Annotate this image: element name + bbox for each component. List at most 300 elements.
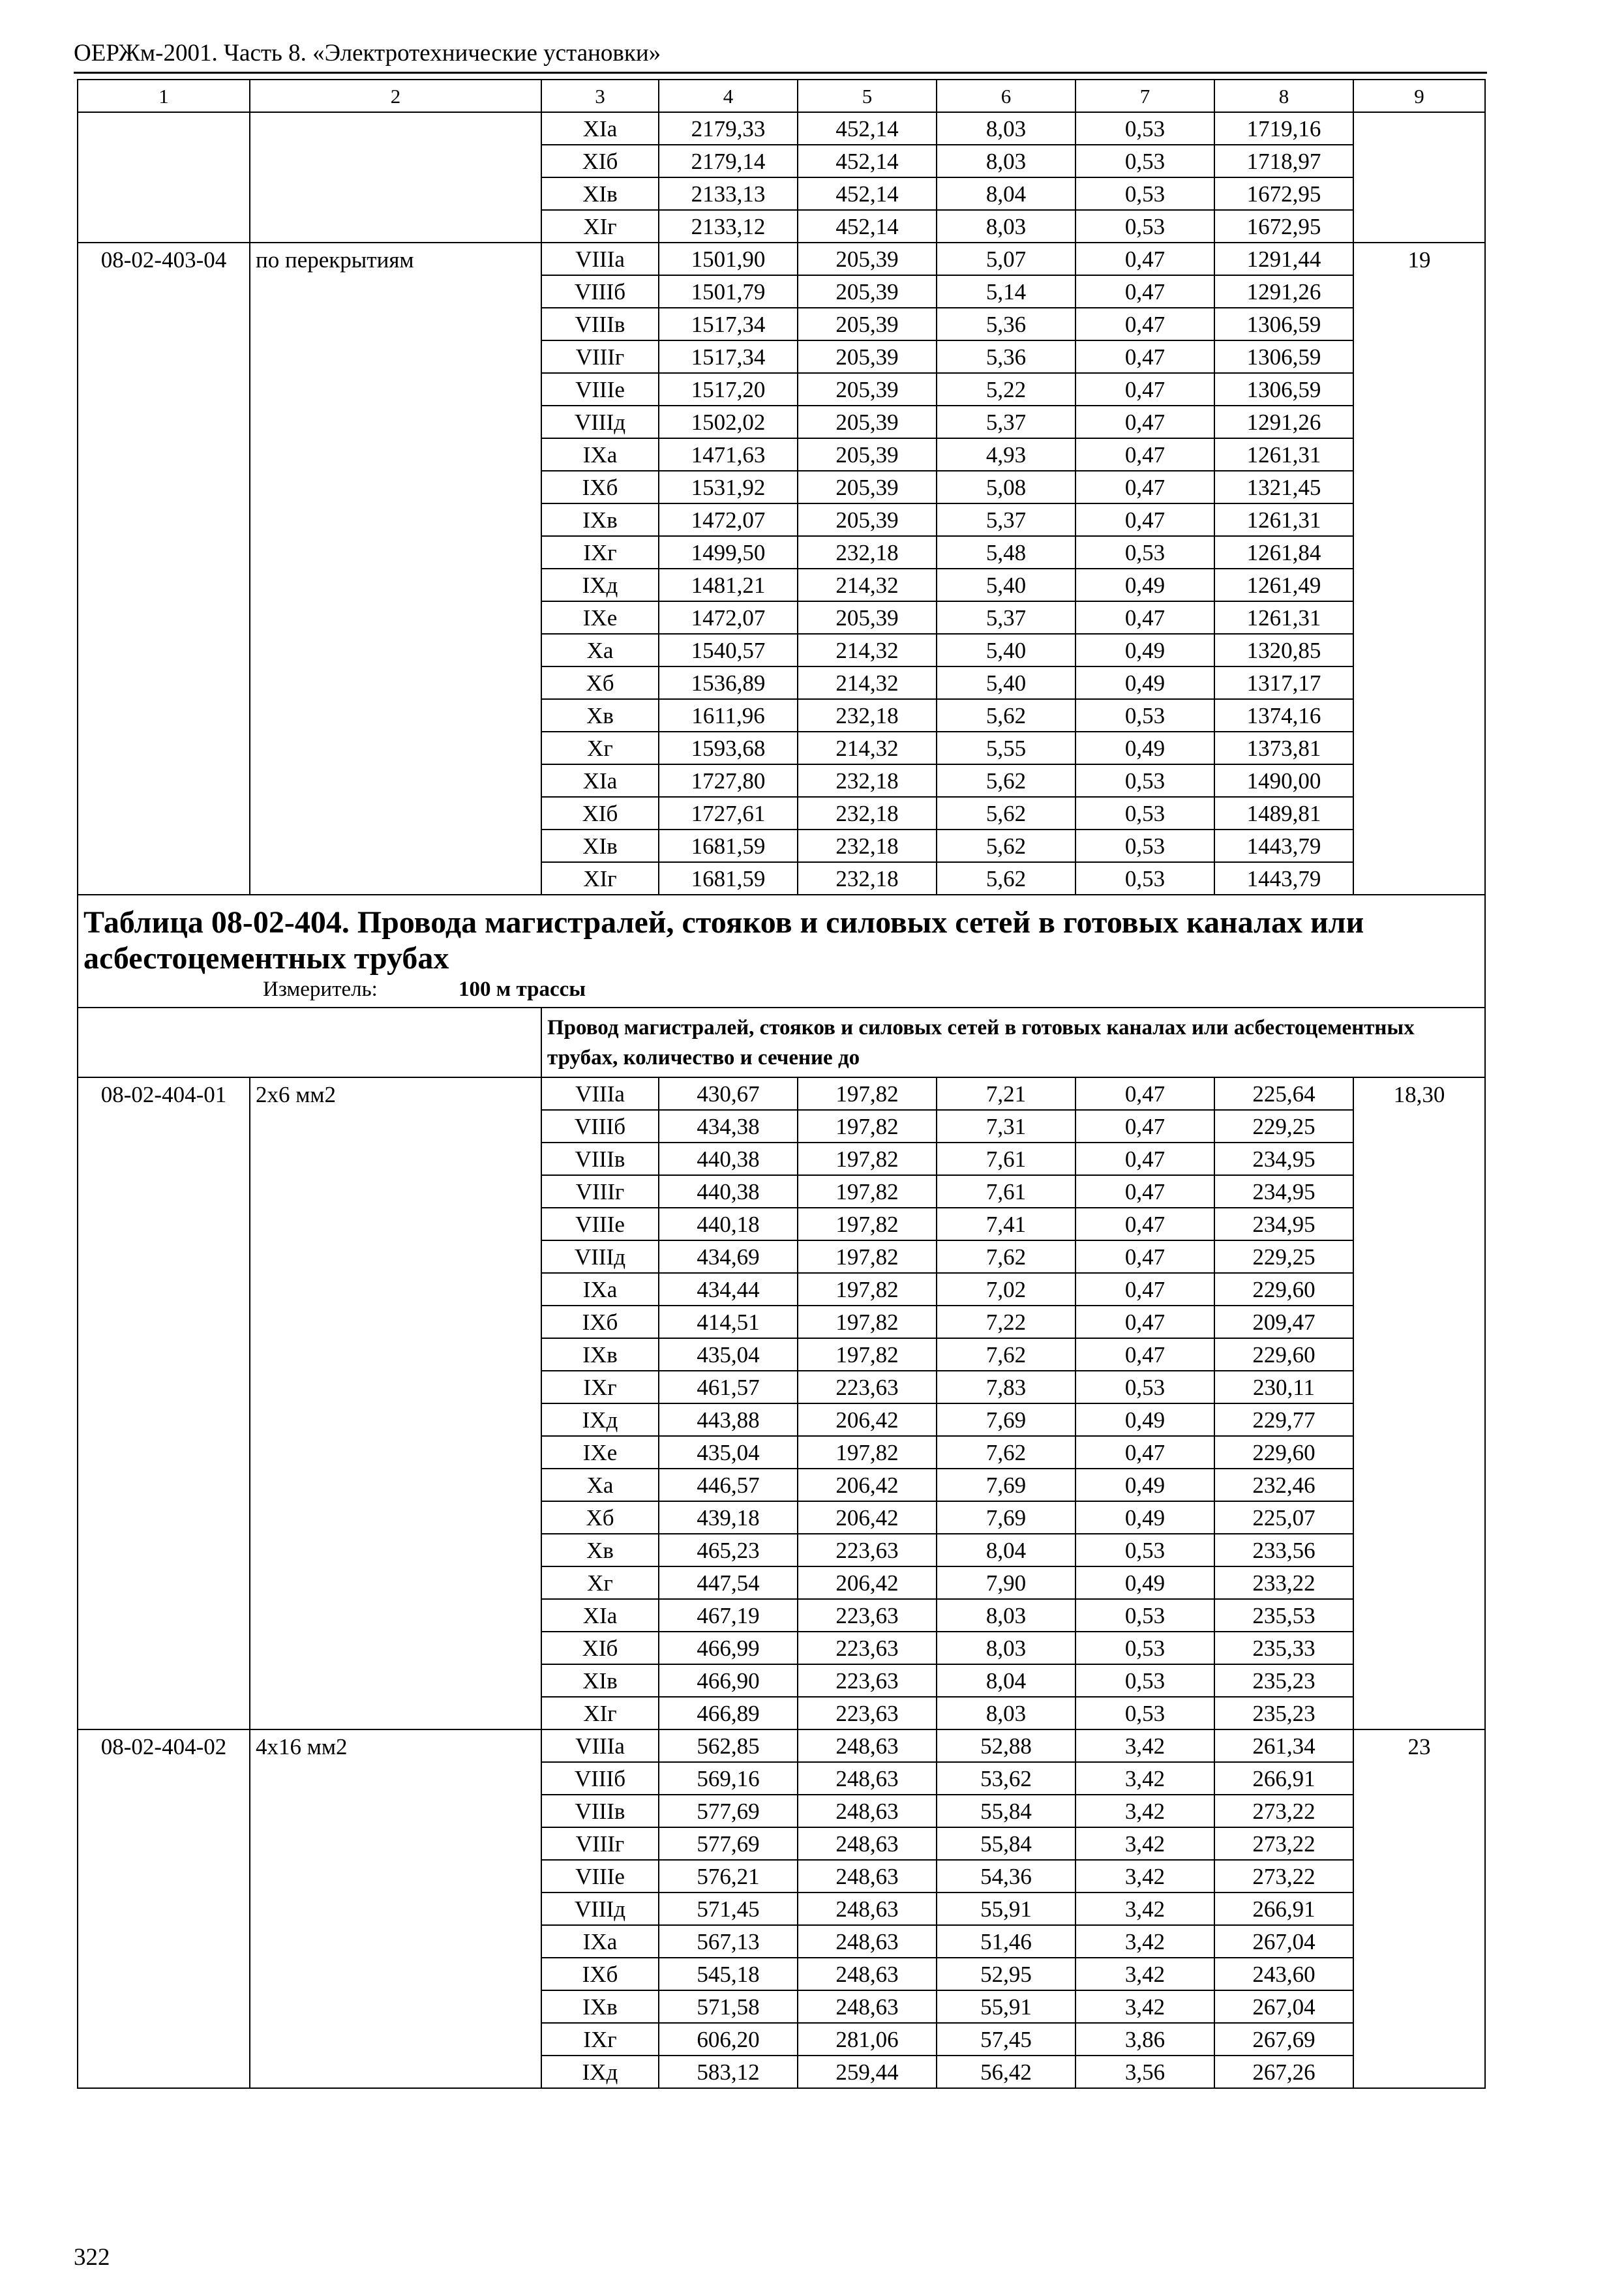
value-cell: 571,45	[659, 1893, 798, 1925]
value-cell: 1672,95	[1214, 177, 1353, 210]
column-number: 1	[78, 80, 250, 112]
value-cell: 209,47	[1214, 1306, 1353, 1338]
value-cell: 3,56	[1075, 2056, 1214, 2088]
value-cell: 229,25	[1214, 1110, 1353, 1143]
value-cell: 0,49	[1075, 732, 1214, 764]
value-cell: 1672,95	[1214, 210, 1353, 243]
value-cell: 1489,81	[1214, 797, 1353, 830]
zone-cell: Xв	[541, 699, 659, 732]
value-cell: 5,22	[937, 373, 1075, 406]
header-rule	[74, 72, 1487, 74]
zone-cell: XIа	[541, 112, 659, 145]
value-cell: 0,53	[1075, 210, 1214, 243]
value-cell: 569,16	[659, 1762, 798, 1795]
value-cell: 235,53	[1214, 1599, 1353, 1632]
value-cell: 1320,85	[1214, 634, 1353, 666]
value-cell: 1317,17	[1214, 666, 1353, 699]
table-row	[78, 1077, 1485, 1110]
zone-cell: Xа	[541, 634, 659, 666]
value-cell: 0,47	[1075, 275, 1214, 308]
zone-cell: XIа	[541, 764, 659, 797]
value-cell: 214,32	[798, 569, 937, 601]
column-number: 9	[1353, 80, 1485, 112]
value-cell: 434,38	[659, 1110, 798, 1143]
value-cell: 281,06	[798, 2023, 937, 2056]
value-cell: 452,14	[798, 177, 937, 210]
value-cell: 214,32	[798, 732, 937, 764]
value-cell: 7,02	[937, 1273, 1075, 1306]
value-cell: 0,53	[1075, 1599, 1214, 1632]
value-cell: 1472,07	[659, 601, 798, 634]
value-cell: 1681,59	[659, 862, 798, 895]
value-cell: 1536,89	[659, 666, 798, 699]
value-cell: 576,21	[659, 1860, 798, 1893]
value-cell: 197,82	[798, 1110, 937, 1143]
value-cell: 267,04	[1214, 1990, 1353, 2023]
value-cell: 0,47	[1075, 471, 1214, 503]
price-table	[77, 79, 1486, 2089]
value-cell: 5,14	[937, 275, 1075, 308]
value-cell: 230,11	[1214, 1371, 1353, 1403]
value-cell: 5,48	[937, 536, 1075, 569]
value-cell: 7,31	[937, 1110, 1075, 1143]
col9-cell: 18,30	[1353, 1077, 1485, 1729]
value-cell: 52,95	[937, 1958, 1075, 1990]
value-cell: 0,53	[1075, 764, 1214, 797]
value-cell: 567,13	[659, 1925, 798, 1958]
zone-cell: IXа	[541, 1925, 659, 1958]
value-cell: 452,14	[798, 145, 937, 177]
zone-cell: Xа	[541, 1469, 659, 1501]
column-number: 6	[937, 80, 1075, 112]
zone-cell: XIа	[541, 1599, 659, 1632]
value-cell: 266,91	[1214, 1893, 1353, 1925]
zone-cell: VIIIе	[541, 373, 659, 406]
measure-value: 100 м трассы	[459, 978, 586, 1002]
value-cell: 7,21	[937, 1077, 1075, 1110]
zone-cell: VIIIв	[541, 308, 659, 340]
value-cell: 3,42	[1075, 1925, 1214, 1958]
value-cell: 466,99	[659, 1632, 798, 1664]
value-cell: 55,91	[937, 1990, 1075, 2023]
value-cell: 7,41	[937, 1208, 1075, 1240]
value-cell: 53,62	[937, 1762, 1075, 1795]
page-header-title: ОЕРЖм-2001. Часть 8. «Электротехнические установки»	[74, 40, 661, 67]
empty-cell	[78, 1008, 541, 1077]
zone-cell: IXе	[541, 601, 659, 634]
value-cell: 5,62	[937, 830, 1075, 862]
value-cell: 7,69	[937, 1469, 1075, 1501]
value-cell: 267,26	[1214, 2056, 1353, 2088]
value-cell: 5,62	[937, 797, 1075, 830]
value-cell: 206,42	[798, 1469, 937, 1501]
zone-cell: Xг	[541, 1566, 659, 1599]
value-cell: 0,49	[1075, 634, 1214, 666]
value-cell: 571,58	[659, 1990, 798, 2023]
value-cell: 0,47	[1075, 1077, 1214, 1110]
value-cell: 205,39	[798, 471, 937, 503]
value-cell: 235,23	[1214, 1664, 1353, 1697]
value-cell: 206,42	[798, 1501, 937, 1534]
value-cell: 1261,84	[1214, 536, 1353, 569]
section-caption	[78, 895, 1485, 1008]
value-cell: 8,03	[937, 1632, 1075, 1664]
value-cell: 1501,79	[659, 275, 798, 308]
value-cell: 248,63	[798, 1762, 937, 1795]
value-cell: 1472,07	[659, 503, 798, 536]
value-cell: 7,22	[937, 1306, 1075, 1338]
value-cell: 223,63	[798, 1697, 937, 1729]
column-number: 4	[659, 80, 798, 112]
value-cell: 229,77	[1214, 1403, 1353, 1436]
value-cell: 414,51	[659, 1306, 798, 1338]
value-cell: 234,95	[1214, 1208, 1353, 1240]
value-cell: 5,40	[937, 569, 1075, 601]
table-row	[78, 112, 1485, 145]
rate-code-cell	[78, 112, 250, 243]
value-cell: 0,49	[1075, 569, 1214, 601]
value-cell: 197,82	[798, 1077, 937, 1110]
value-cell: 7,61	[937, 1175, 1075, 1208]
value-cell: 55,84	[937, 1827, 1075, 1860]
value-cell: 1306,59	[1214, 373, 1353, 406]
value-cell: 0,47	[1075, 438, 1214, 471]
value-cell: 0,53	[1075, 1534, 1214, 1566]
value-cell: 5,08	[937, 471, 1075, 503]
col9-cell	[1353, 112, 1485, 243]
value-cell: 0,49	[1075, 1469, 1214, 1501]
zone-cell: IXа	[541, 438, 659, 471]
value-cell: 273,22	[1214, 1795, 1353, 1827]
value-cell: 5,37	[937, 601, 1075, 634]
value-cell: 5,62	[937, 862, 1075, 895]
value-cell: 7,62	[937, 1240, 1075, 1273]
section-subtitle-row	[78, 1008, 1485, 1077]
zone-cell: IXг	[541, 2023, 659, 2056]
value-cell: 197,82	[798, 1306, 937, 1338]
value-cell: 1291,26	[1214, 275, 1353, 308]
zone-cell: VIIIв	[541, 1143, 659, 1175]
value-cell: 577,69	[659, 1827, 798, 1860]
value-cell: 440,38	[659, 1143, 798, 1175]
value-cell: 197,82	[798, 1208, 937, 1240]
rate-code-cell: 08-02-404-01	[78, 1077, 250, 1729]
value-cell: 197,82	[798, 1338, 937, 1371]
zone-cell: VIIIб	[541, 1762, 659, 1795]
value-cell: 8,03	[937, 1599, 1075, 1632]
zone-cell: XIг	[541, 862, 659, 895]
value-cell: 206,42	[798, 1566, 937, 1599]
value-cell: 1502,02	[659, 406, 798, 438]
value-cell: 8,04	[937, 1664, 1075, 1697]
value-cell: 3,42	[1075, 1990, 1214, 2023]
value-cell: 223,63	[798, 1664, 937, 1697]
value-cell: 232,18	[798, 830, 937, 862]
value-cell: 7,69	[937, 1403, 1075, 1436]
value-cell: 267,69	[1214, 2023, 1353, 2056]
value-cell: 0,53	[1075, 797, 1214, 830]
value-cell: 1471,63	[659, 438, 798, 471]
rate-name-cell: 2х6 мм2	[250, 1077, 541, 1729]
value-cell: 225,07	[1214, 1501, 1353, 1534]
value-cell: 235,33	[1214, 1632, 1353, 1664]
rate-name-cell: 4х16 мм2	[250, 1729, 541, 2088]
zone-cell: VIIIб	[541, 275, 659, 308]
value-cell: 234,95	[1214, 1143, 1353, 1175]
value-cell: 1374,16	[1214, 699, 1353, 732]
value-cell: 206,42	[798, 1403, 937, 1436]
value-cell: 229,60	[1214, 1273, 1353, 1306]
col9-cell: 19	[1353, 243, 1485, 895]
value-cell: 248,63	[798, 1860, 937, 1893]
value-cell: 1499,50	[659, 536, 798, 569]
value-cell: 232,18	[798, 797, 937, 830]
value-cell: 2179,33	[659, 112, 798, 145]
value-cell: 1501,90	[659, 243, 798, 275]
value-cell: 55,91	[937, 1893, 1075, 1925]
zone-cell: XIб	[541, 797, 659, 830]
zone-cell: VIIIд	[541, 1893, 659, 1925]
value-cell: 1490,00	[1214, 764, 1353, 797]
value-cell: 266,91	[1214, 1762, 1353, 1795]
value-cell: 8,03	[937, 210, 1075, 243]
value-cell: 273,22	[1214, 1860, 1353, 1893]
value-cell: 205,39	[798, 308, 937, 340]
value-cell: 0,47	[1075, 1143, 1214, 1175]
value-cell: 3,86	[1075, 2023, 1214, 2056]
value-cell: 0,47	[1075, 1306, 1214, 1338]
value-cell: 233,22	[1214, 1566, 1353, 1599]
zone-cell: XIв	[541, 830, 659, 862]
value-cell: 197,82	[798, 1240, 937, 1273]
value-cell: 1261,31	[1214, 438, 1353, 471]
value-cell: 248,63	[798, 1795, 937, 1827]
value-cell: 5,07	[937, 243, 1075, 275]
value-cell: 232,18	[798, 536, 937, 569]
value-cell: 1291,26	[1214, 406, 1353, 438]
value-cell: 440,18	[659, 1208, 798, 1240]
value-cell: 225,64	[1214, 1077, 1353, 1110]
value-cell: 248,63	[798, 1990, 937, 2023]
column-number: 8	[1214, 80, 1353, 112]
value-cell: 0,47	[1075, 1273, 1214, 1306]
value-cell: 232,18	[798, 764, 937, 797]
value-cell: 8,03	[937, 145, 1075, 177]
value-cell: 233,56	[1214, 1534, 1353, 1566]
value-cell: 1261,49	[1214, 569, 1353, 601]
value-cell: 1531,92	[659, 471, 798, 503]
value-cell: 1291,44	[1214, 243, 1353, 275]
value-cell: 7,83	[937, 1371, 1075, 1403]
value-cell: 1540,57	[659, 634, 798, 666]
zone-cell: IXг	[541, 536, 659, 569]
value-cell: 0,53	[1075, 699, 1214, 732]
value-cell: 214,32	[798, 634, 937, 666]
value-cell: 0,53	[1075, 862, 1214, 895]
zone-cell: VIIIг	[541, 1175, 659, 1208]
value-cell: 5,55	[937, 732, 1075, 764]
value-cell: 232,46	[1214, 1469, 1353, 1501]
zone-cell: XIв	[541, 1664, 659, 1697]
zone-cell: VIIIа	[541, 1729, 659, 1762]
zone-cell: Xб	[541, 1501, 659, 1534]
value-cell: 2133,13	[659, 177, 798, 210]
value-cell: 461,57	[659, 1371, 798, 1403]
value-cell: 1593,68	[659, 732, 798, 764]
value-cell: 0,47	[1075, 601, 1214, 634]
value-cell: 0,47	[1075, 373, 1214, 406]
value-cell: 467,19	[659, 1599, 798, 1632]
value-cell: 3,42	[1075, 1795, 1214, 1827]
value-cell: 8,04	[937, 1534, 1075, 1566]
section-title: Таблица 08-02-404. Провода магистралей, стояков и силовых сетей в готовых каналах или асбестоцементных трубах	[83, 905, 1364, 976]
value-cell: 8,03	[937, 1697, 1075, 1729]
zone-cell: VIIIд	[541, 1240, 659, 1273]
value-cell: 234,95	[1214, 1175, 1353, 1208]
value-cell: 1443,79	[1214, 862, 1353, 895]
table-row	[78, 1729, 1485, 1762]
column-number: 5	[798, 80, 937, 112]
value-cell: 1481,21	[659, 569, 798, 601]
zone-cell: IXв	[541, 1990, 659, 2023]
value-cell: 466,89	[659, 1697, 798, 1729]
value-cell: 0,53	[1075, 1664, 1214, 1697]
value-cell: 1373,81	[1214, 732, 1353, 764]
measure-label: Измеритель:	[263, 978, 378, 1002]
value-cell: 56,42	[937, 2056, 1075, 2088]
value-cell: 466,90	[659, 1664, 798, 1697]
value-cell: 223,63	[798, 1632, 937, 1664]
value-cell: 0,47	[1075, 308, 1214, 340]
value-cell: 0,47	[1075, 1436, 1214, 1469]
value-cell: 0,47	[1075, 243, 1214, 275]
zone-cell: IXд	[541, 2056, 659, 2088]
column-number: 3	[541, 80, 659, 112]
value-cell: 8,03	[937, 112, 1075, 145]
value-cell: 1517,20	[659, 373, 798, 406]
value-cell: 0,53	[1075, 177, 1214, 210]
value-cell: 229,25	[1214, 1240, 1353, 1273]
value-cell: 1261,31	[1214, 503, 1353, 536]
value-cell: 3,42	[1075, 1958, 1214, 1990]
value-cell: 232,18	[798, 699, 937, 732]
value-cell: 55,84	[937, 1795, 1075, 1827]
value-cell: 4,93	[937, 438, 1075, 471]
value-cell: 3,42	[1075, 1893, 1214, 1925]
value-cell: 452,14	[798, 210, 937, 243]
zone-cell: IXв	[541, 1338, 659, 1371]
value-cell: 51,46	[937, 1925, 1075, 1958]
value-cell: 0,47	[1075, 406, 1214, 438]
zone-cell: VIIIб	[541, 1110, 659, 1143]
zone-cell: Xв	[541, 1534, 659, 1566]
value-cell: 435,04	[659, 1338, 798, 1371]
value-cell: 1681,59	[659, 830, 798, 862]
value-cell: 1321,45	[1214, 471, 1353, 503]
value-cell: 0,47	[1075, 1110, 1214, 1143]
value-cell: 205,39	[798, 438, 937, 471]
section-caption-row	[78, 895, 1485, 1008]
value-cell: 205,39	[798, 406, 937, 438]
value-cell: 1261,31	[1214, 601, 1353, 634]
zone-cell: IXб	[541, 1958, 659, 1990]
value-cell: 57,45	[937, 2023, 1075, 2056]
value-cell: 248,63	[798, 1827, 937, 1860]
value-cell: 205,39	[798, 503, 937, 536]
column-number: 7	[1075, 80, 1214, 112]
value-cell: 205,39	[798, 373, 937, 406]
value-cell: 1306,59	[1214, 308, 1353, 340]
value-cell: 0,53	[1075, 1632, 1214, 1664]
value-cell: 7,62	[937, 1338, 1075, 1371]
value-cell: 214,32	[798, 666, 937, 699]
value-cell: 0,47	[1075, 340, 1214, 373]
zone-cell: Xг	[541, 732, 659, 764]
value-cell: 1517,34	[659, 340, 798, 373]
value-cell: 232,18	[798, 862, 937, 895]
value-cell: 54,36	[937, 1860, 1075, 1893]
value-cell: 0,49	[1075, 666, 1214, 699]
value-cell: 430,67	[659, 1077, 798, 1110]
measure-row	[83, 979, 1479, 1000]
value-cell: 248,63	[798, 1958, 937, 1990]
value-cell: 1611,96	[659, 699, 798, 732]
value-cell: 248,63	[798, 1729, 937, 1762]
zone-cell: IXв	[541, 503, 659, 536]
rate-name-cell: по перекрытиям	[250, 243, 541, 895]
value-cell: 7,90	[937, 1566, 1075, 1599]
value-cell: 5,36	[937, 340, 1075, 373]
value-cell: 577,69	[659, 1795, 798, 1827]
value-cell: 223,63	[798, 1371, 937, 1403]
value-cell: 248,63	[798, 1925, 937, 1958]
value-cell: 5,62	[937, 764, 1075, 797]
value-cell: 0,47	[1075, 1208, 1214, 1240]
value-cell: 0,47	[1075, 1240, 1214, 1273]
value-cell: 583,12	[659, 2056, 798, 2088]
value-cell: 447,54	[659, 1566, 798, 1599]
value-cell: 0,53	[1075, 536, 1214, 569]
value-cell: 223,63	[798, 1599, 937, 1632]
value-cell: 1517,34	[659, 308, 798, 340]
value-cell: 434,44	[659, 1273, 798, 1306]
zone-cell: IXе	[541, 1436, 659, 1469]
zone-cell: XIг	[541, 1697, 659, 1729]
value-cell: 5,37	[937, 503, 1075, 536]
page-number: 322	[74, 2244, 110, 2271]
value-cell: 2179,14	[659, 145, 798, 177]
value-cell: 248,63	[798, 1893, 937, 1925]
value-cell: 0,49	[1075, 1566, 1214, 1599]
value-cell: 435,04	[659, 1436, 798, 1469]
value-cell: 439,18	[659, 1501, 798, 1534]
zone-cell: IXб	[541, 471, 659, 503]
zone-cell: VIIIг	[541, 1827, 659, 1860]
zone-cell: IXд	[541, 569, 659, 601]
value-cell: 52,88	[937, 1729, 1075, 1762]
value-cell: 3,42	[1075, 1762, 1214, 1795]
zone-cell: VIIIг	[541, 340, 659, 373]
zone-cell: VIIIа	[541, 243, 659, 275]
value-cell: 205,39	[798, 275, 937, 308]
value-cell: 223,63	[798, 1534, 937, 1566]
value-cell: 243,60	[1214, 1958, 1353, 1990]
value-cell: 5,62	[937, 699, 1075, 732]
value-cell: 443,88	[659, 1403, 798, 1436]
value-cell: 0,49	[1075, 1403, 1214, 1436]
value-cell: 545,18	[659, 1958, 798, 1990]
value-cell: 5,40	[937, 666, 1075, 699]
